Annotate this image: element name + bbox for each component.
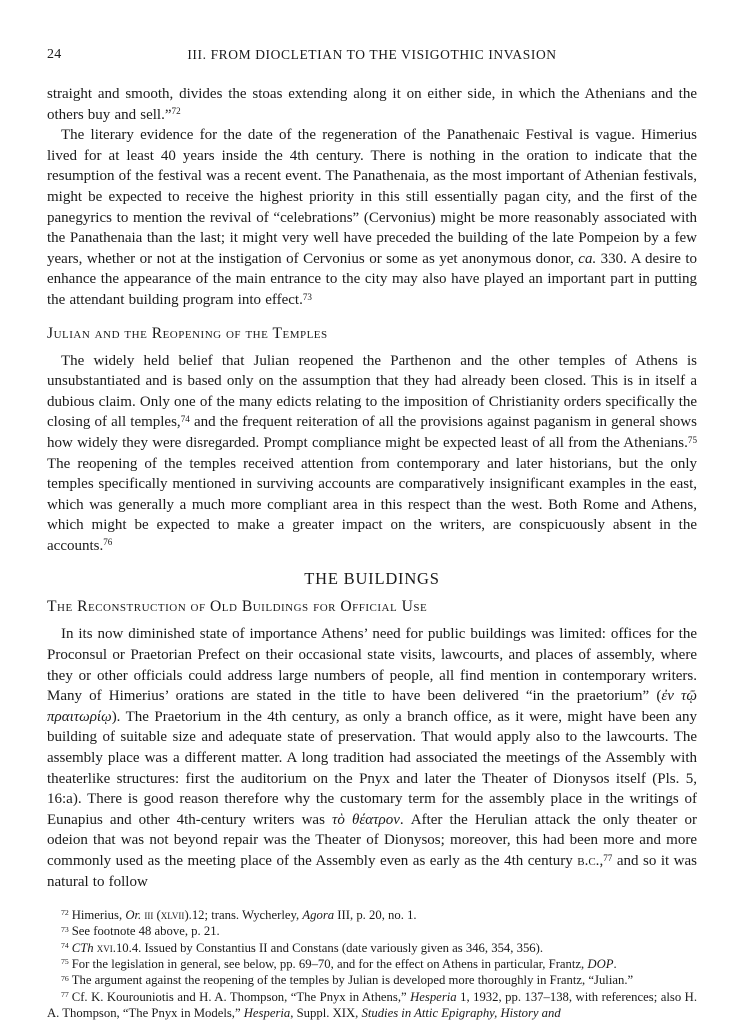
footnote-number: 73 [61,924,69,934]
footnote-text: For the legislation in general, see below, pp. 69–70, and for the effect on Athens in particular, Frantz, DOP. [71,957,617,972]
footnote-text: See footnote 48 above, p. 21. [71,924,220,939]
footnote-72 [47,907,697,923]
page-header [47,46,697,63]
paragraph-panathenaic: The literary evidence for the date of the regeneration of the Panathenaic Festival is vague. Himerius lived for at least 40 years inside the 4th century. There is nothing in the oration to indicate that the resumption of the festival was a recent event. The Panathenaia, as the most important of Athenian festivals, might be expected to receive the highest priority in this still essentially pagan city, and the first of the panegyrics to mention the revival of “celebrations” (Cervonius) might be more reasonably associated with the Panathenaia than the last; it might very well have preceded the building of the late Pompeion by a few years, whether or not at the instigation of Cervonius or some as yet anonymous donor, ca. 330. A desire to enhance the appearance of the main entrance to the city may also have played an important part in putting the attendant building program into effect.$^{73}$ [47,127,697,308]
footnote-76 [47,972,697,988]
footnote-text: Cf. K. Kourouniotis and H. A. Thompson, “The Pnyx in Athens,” Hesperia 1, 1932, pp. 137–138, with references; also H. A. Thompson, “The Pnyx in Models,” Hesperia, Suppl. XIX, Studies in Attic Epigraphy, History and [47,989,697,1020]
footnote-number: 76 [61,973,69,983]
chapter-heading-buildings: THE BUILDINGS [304,569,440,589]
paragraph-continuation: straight and smooth, divides the stoas extending along it on either side, in which the Athenians and the others buy and sell.”$^{72}$ [47,86,697,123]
footnote-text: CTh xvi.10.4. Issued by Constantius II and Constans (date variously given as 346, 354, 356). [71,940,544,955]
paragraph-reconstruction: In its now diminished state of importance Athens’ need for public buildings was limited: offices for the Proconsul or Praetorian Prefect on their occasional state visits, lawcourts, and places of assembly, where they or other officials could address large numbers of people, all find mention in contemporary writers. Many of Himerius’ orations are stated in the title to have been delivered “in the praetorium” (ἐν τῷ πραιτωρίῳ). The Praetorium in the 4th century, as only a branch office, as it were, might have been any building of suitable size and adequate state of preservation. That would apply also to the lawcourts. The assembly place was a different matter. A long tradition had associated the meetings of the Assembly with theaterlike structures: first the auditorium on the Pnyx and later the Theater of Dionysos itself (Pls. 5, 16:a). There is good reason therefore why the customary term for the assembly place in the writings of Eunapius and other 4th-century writers was τὸ θέατρον. After the Herulian attack the only theater or odeion that was not beyond repair was the Theater of Dionysos; moreover, this had been more and more commonly used as the meeting place of the Assembly even as early as the 4th century b.c.,$^{77}$ and so it was natural to follow [47,626,697,890]
page-body [47,84,697,892]
running-head: III. FROM DIOCLETIAN TO THE VISIGOTHIC INVASION [187,47,557,62]
paragraph-julian: The widely held belief that Julian reopened the Parthenon and the other temples of Athens is unsubstantiated and is based only on the assumption that they had already been closed. This is in itself a dubious claim. Only one of the many edicts relating to the imposition of Christianity orders specifically the closing of all temples,$^{74}$ and the frequent reiteration of all the provisions against paganism in general shows how widely they were disregarded. Prompt compliance might be expected least of all from the Athenians.$^{75}$ The reopening of the temples received attention from contemporary and later historians, but the only temples specifically mentioned in surviving accounts are comparatively insignificant examples in the east, which was generally a much more compliant area in this respect than the west. Both Rome and Athens, which might be expected to make a greater impact on the writers, are conspicuously absent in the accounts.$^{76}$ [47,352,698,554]
footnote-number: 74 [61,941,69,951]
section-heading-julian: Julian and the Reopening of the Temples [47,324,328,342]
footnote-77 [47,989,697,1022]
footnote-74 [47,940,697,956]
footnote-number: 77 [61,989,69,999]
footnote-text: Himerius, Or. iii (xlvii).12; trans. Wycherley, Agora III, p. 20, no. 1. [71,908,417,923]
footnote-text: The argument against the reopening of the temples by Julian is developed more thoroughly in Frantz, “Julian.” [71,973,634,988]
footnote-73 [47,923,697,939]
footnote-75 [47,956,697,972]
page-number: 24 [47,47,62,62]
section-heading-reconstruction: The Reconstruction of Old Buildings for Official Use [47,598,428,616]
footnote-number: 72 [61,908,69,918]
footnotes-block [47,907,697,1021]
footnote-number: 75 [61,957,69,967]
